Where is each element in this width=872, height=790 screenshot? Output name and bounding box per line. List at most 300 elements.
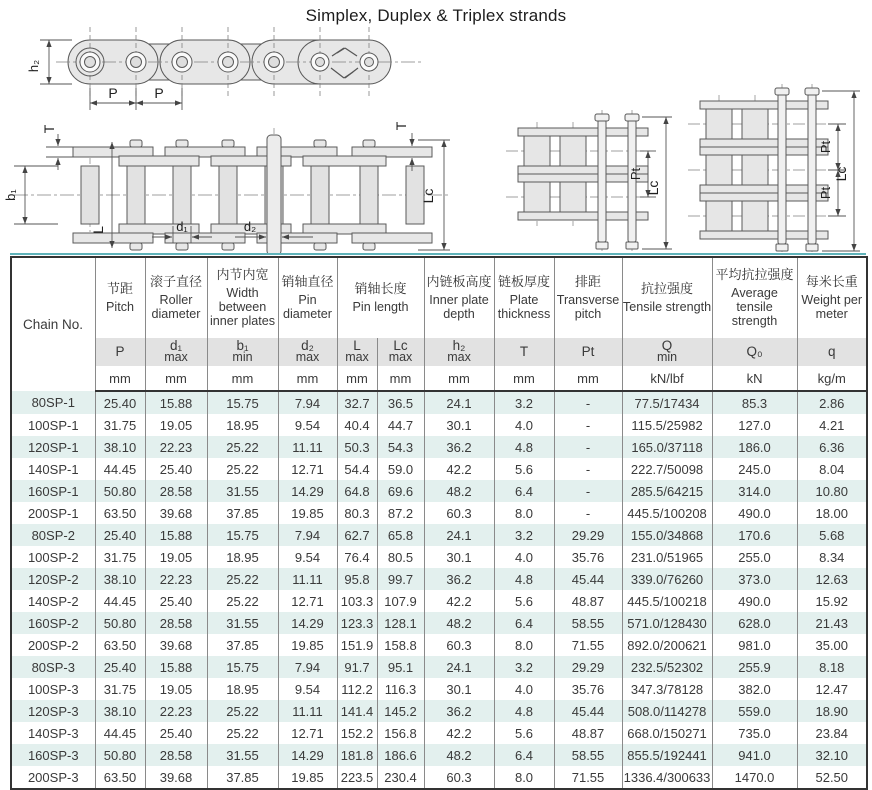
col-en: Inner plate depth (429, 292, 489, 321)
col-cn: 每米长重 (805, 274, 858, 290)
value-cell: 11.11 (278, 568, 337, 590)
value-cell: 339.0/76260 (622, 568, 712, 590)
value-cell: - (554, 502, 622, 524)
value-cell: 15.75 (207, 524, 278, 546)
value-cell: 35.76 (554, 678, 622, 700)
value-cell: 15.88 (145, 391, 207, 414)
value-cell: - (554, 414, 622, 436)
table-row (11, 546, 867, 568)
value-cell: 30.1 (424, 678, 494, 700)
dim-label-t-right: T (393, 121, 409, 131)
value-cell: 373.0 (712, 568, 797, 590)
value-cell: 107.9 (377, 590, 424, 612)
value-cell: 37.85 (207, 634, 278, 656)
value-cell: 62.7 (337, 524, 377, 546)
value-cell: 19.85 (278, 766, 337, 789)
value-cell: 255.0 (712, 546, 797, 568)
value-cell: 25.40 (95, 656, 145, 678)
value-cell: 25.22 (207, 436, 278, 458)
col-cn: 内链板高度 (426, 274, 492, 290)
value-cell: 24.1 (424, 524, 494, 546)
value-cell: 40.4 (337, 414, 377, 436)
col-en: Tensile strength (622, 299, 712, 314)
value-cell: 445.5/100218 (622, 590, 712, 612)
col-header-inner-width (207, 257, 278, 338)
value-cell: 59.0 (377, 458, 424, 480)
unit-cell: mm (554, 366, 622, 391)
col-cn: 平均抗拉强度 (715, 267, 794, 283)
value-cell: 4.0 (494, 678, 554, 700)
value-cell: 7.94 (278, 391, 337, 414)
value-cell: 25.40 (95, 524, 145, 546)
value-cell: 5.6 (494, 722, 554, 744)
value-cell: 45.44 (554, 700, 622, 722)
value-cell: 156.8 (377, 722, 424, 744)
unit-cell: kg/m (797, 366, 867, 391)
value-cell: 60.3 (424, 502, 494, 524)
value-cell: 48.2 (424, 612, 494, 634)
chain-no-cell: 120SP-3 (11, 700, 95, 722)
value-cell: 5.6 (494, 458, 554, 480)
value-cell: 28.58 (145, 744, 207, 766)
symbol-cell: Q min (622, 338, 712, 366)
table-row (11, 524, 867, 546)
value-cell: 22.23 (145, 568, 207, 590)
value-cell: 44.7 (377, 414, 424, 436)
value-cell: 35.76 (554, 546, 622, 568)
value-cell: 25.22 (207, 458, 278, 480)
value-cell: 116.3 (377, 678, 424, 700)
value-cell: 45.44 (554, 568, 622, 590)
col-cn: 节距 (106, 281, 133, 297)
value-cell: 31.55 (207, 480, 278, 502)
value-cell: 42.2 (424, 590, 494, 612)
value-cell: 87.2 (377, 502, 424, 524)
col-cn: 滚子直径 (149, 274, 202, 290)
chain-no-cell: 80SP-3 (11, 656, 95, 678)
value-cell: 4.8 (494, 436, 554, 458)
unit-cell: mm (424, 366, 494, 391)
value-cell: 19.85 (278, 502, 337, 524)
value-cell: 222.7/50098 (622, 458, 712, 480)
symbol-cell: d₁ max (145, 338, 207, 366)
value-cell: 69.6 (377, 480, 424, 502)
value-cell: 44.45 (95, 722, 145, 744)
value-cell: 6.4 (494, 612, 554, 634)
dim-label-d2: d₂ (243, 219, 257, 234)
value-cell: 15.88 (145, 656, 207, 678)
value-cell: 50.80 (95, 744, 145, 766)
value-cell: 3.2 (494, 656, 554, 678)
value-cell: 25.22 (207, 722, 278, 744)
value-cell: 6.4 (494, 480, 554, 502)
value-cell: 60.3 (424, 634, 494, 656)
value-cell: 14.29 (278, 612, 337, 634)
value-cell: 5.6 (494, 590, 554, 612)
table-row (11, 480, 867, 502)
value-cell: 14.29 (278, 744, 337, 766)
value-cell: 123.3 (337, 612, 377, 634)
value-cell: 8.18 (797, 656, 867, 678)
value-cell: 186.6 (377, 744, 424, 766)
value-cell: 4.0 (494, 414, 554, 436)
value-cell: 29.29 (554, 524, 622, 546)
value-cell: 18.95 (207, 678, 278, 700)
value-cell: 255.9 (712, 656, 797, 678)
value-cell: 35.00 (797, 634, 867, 656)
value-cell: 8.0 (494, 634, 554, 656)
chain-top-view-drawing (26, 27, 424, 110)
unit-row (11, 366, 867, 391)
value-cell: 559.0 (712, 700, 797, 722)
value-cell: 151.9 (337, 634, 377, 656)
dim-label-p-2: P (154, 85, 164, 101)
value-cell: - (554, 458, 622, 480)
duplex-end-view-drawing (506, 110, 672, 252)
col-header-weight-per-meter (797, 257, 867, 338)
unit-cell: kN/lbf (622, 366, 712, 391)
chain-no-cell: 120SP-2 (11, 568, 95, 590)
value-cell: 80.3 (337, 502, 377, 524)
value-cell: 24.1 (424, 391, 494, 414)
value-cell: 25.22 (207, 700, 278, 722)
value-cell: 58.55 (554, 744, 622, 766)
value-cell: 4.8 (494, 700, 554, 722)
value-cell: 508.0/114278 (622, 700, 712, 722)
value-cell: 22.23 (145, 436, 207, 458)
symbol-cell: L max (337, 338, 377, 366)
value-cell: 31.75 (95, 414, 145, 436)
value-cell: 71.55 (554, 634, 622, 656)
value-cell: 165.0/37118 (622, 436, 712, 458)
symbol-cell: Pt (554, 338, 622, 366)
value-cell: 15.92 (797, 590, 867, 612)
value-cell: 32.7 (337, 391, 377, 414)
value-cell: 31.55 (207, 744, 278, 766)
value-cell: 855.5/192441 (622, 744, 712, 766)
value-cell: 3.2 (494, 524, 554, 546)
dim-label-pt-triplex-1: Pt (818, 140, 833, 154)
value-cell: 24.1 (424, 656, 494, 678)
page-title: Simplex, Duplex & Triplex strands (305, 6, 567, 25)
value-cell: 54.4 (337, 458, 377, 480)
value-cell: 7.94 (278, 524, 337, 546)
symbol-cell: h₂ max (424, 338, 494, 366)
dim-label-lc-side: Lc (420, 188, 436, 204)
col-header-roller-diameter (145, 257, 207, 338)
col-cn: 链板厚度 (498, 274, 551, 290)
value-cell: 80.5 (377, 546, 424, 568)
col-header-pitch (95, 257, 145, 338)
value-cell: 223.5 (337, 766, 377, 789)
value-cell: 58.55 (554, 612, 622, 634)
value-cell: 981.0 (712, 634, 797, 656)
chain-no-cell: 80SP-1 (11, 391, 95, 414)
value-cell: 18.00 (797, 502, 867, 524)
value-cell: 668.0/150271 (622, 722, 712, 744)
value-cell: 145.2 (377, 700, 424, 722)
value-cell: 5.68 (797, 524, 867, 546)
unit-cell: mm (95, 366, 145, 391)
value-cell: 9.54 (278, 414, 337, 436)
chain-no-cell: 140SP-2 (11, 590, 95, 612)
value-cell: 31.55 (207, 612, 278, 634)
value-cell: 21.43 (797, 612, 867, 634)
value-cell: 8.0 (494, 502, 554, 524)
col-en: Width between inner plates (209, 285, 276, 328)
chain-no-cell: 160SP-2 (11, 612, 95, 634)
value-cell: 38.10 (95, 700, 145, 722)
value-cell: 4.0 (494, 546, 554, 568)
value-cell: 6.4 (494, 744, 554, 766)
table-row (11, 656, 867, 678)
value-cell: 25.40 (145, 722, 207, 744)
col-cn: 排距 (575, 274, 602, 290)
chain-no-cell: 100SP-1 (11, 414, 95, 436)
value-cell: 19.85 (278, 634, 337, 656)
value-cell: 25.22 (207, 590, 278, 612)
table-row (11, 458, 867, 480)
value-cell: 314.0 (712, 480, 797, 502)
value-cell: 18.95 (207, 414, 278, 436)
value-cell: 39.68 (145, 502, 207, 524)
value-cell: 25.40 (95, 391, 145, 414)
value-cell: 11.11 (278, 700, 337, 722)
value-cell: 6.36 (797, 436, 867, 458)
dim-label-p-1: P (108, 85, 118, 101)
dim-label-lc-triplex: Lc (833, 166, 849, 182)
value-cell: 42.2 (424, 722, 494, 744)
value-cell: 285.5/64215 (622, 480, 712, 502)
value-cell: 115.5/25982 (622, 414, 712, 436)
value-cell: 245.0 (712, 458, 797, 480)
value-cell: 76.4 (337, 546, 377, 568)
chain-no-cell: 120SP-1 (11, 436, 95, 458)
table-row (11, 590, 867, 612)
value-cell: 37.85 (207, 766, 278, 789)
value-cell: 15.75 (207, 391, 278, 414)
table-row (11, 502, 867, 524)
value-cell: 85.3 (712, 391, 797, 414)
value-cell: 54.3 (377, 436, 424, 458)
value-cell: 36.5 (377, 391, 424, 414)
value-cell: 141.4 (337, 700, 377, 722)
value-cell: 31.75 (95, 546, 145, 568)
table-row (11, 678, 867, 700)
dim-label-d1: d₁ (176, 219, 188, 234)
value-cell: 25.22 (207, 568, 278, 590)
value-cell: 9.54 (278, 546, 337, 568)
unit-cell: mm (145, 366, 207, 391)
value-cell: 77.5/17434 (622, 391, 712, 414)
table-header (11, 257, 867, 391)
symbol-cell: T (494, 338, 554, 366)
value-cell: 95.8 (337, 568, 377, 590)
col-en: Transverse pitch (556, 292, 620, 321)
col-en: Plate thickness (497, 292, 551, 321)
table-row (11, 700, 867, 722)
value-cell: 158.8 (377, 634, 424, 656)
value-cell: 48.87 (554, 722, 622, 744)
symbol-cell: Lc max (377, 338, 424, 366)
value-cell: 39.68 (145, 634, 207, 656)
value-cell: 91.7 (337, 656, 377, 678)
value-cell: 14.29 (278, 480, 337, 502)
triplex-end-view-drawing (688, 84, 860, 254)
dim-label-b1: b₁ (3, 189, 18, 201)
value-cell: 60.3 (424, 766, 494, 789)
chain-no-cell: 200SP-1 (11, 502, 95, 524)
col-header-tensile-strength (622, 257, 712, 338)
chain-no-cell: 160SP-1 (11, 480, 95, 502)
value-cell: 36.2 (424, 568, 494, 590)
value-cell: 30.1 (424, 546, 494, 568)
symbol-cell: P (95, 338, 145, 366)
unit-cell: mm (337, 366, 377, 391)
chain-no-header: Chain No. (11, 257, 95, 391)
value-cell: 18.90 (797, 700, 867, 722)
value-cell: 11.11 (278, 436, 337, 458)
value-cell: 25.40 (145, 458, 207, 480)
value-cell: 186.0 (712, 436, 797, 458)
col-cn: 销轴长度 (354, 281, 407, 297)
value-cell: 490.0 (712, 502, 797, 524)
chain-no-cell: 140SP-3 (11, 722, 95, 744)
col-en: Pin length (352, 299, 409, 314)
symbol-cell: Q₀ (712, 338, 797, 366)
value-cell: 628.0 (712, 612, 797, 634)
value-cell: 3.2 (494, 391, 554, 414)
value-cell: 128.1 (377, 612, 424, 634)
value-cell: 7.94 (278, 656, 337, 678)
col-cn: 内节内宽 (216, 267, 269, 283)
value-cell: 71.55 (554, 766, 622, 789)
chain-no-cell: 200SP-3 (11, 766, 95, 789)
value-cell: 31.75 (95, 678, 145, 700)
dim-label-pt-triplex-2: Pt (818, 186, 833, 200)
symbol-row (11, 338, 867, 366)
value-cell: 15.75 (207, 656, 278, 678)
value-cell: 12.63 (797, 568, 867, 590)
value-cell: 490.0 (712, 590, 797, 612)
value-cell: 347.3/78128 (622, 678, 712, 700)
value-cell: 64.8 (337, 480, 377, 502)
value-cell: 23.84 (797, 722, 867, 744)
value-cell: 32.10 (797, 744, 867, 766)
table-row (11, 722, 867, 744)
value-cell: 10.80 (797, 480, 867, 502)
value-cell: 95.1 (377, 656, 424, 678)
value-cell: 12.71 (278, 590, 337, 612)
unit-cell: mm (494, 366, 554, 391)
dim-label-h2: h₂ (26, 59, 41, 73)
col-header-average-tensile-strength (712, 257, 797, 338)
value-cell: 8.34 (797, 546, 867, 568)
col-en: Pitch (106, 299, 134, 314)
value-cell: 50.80 (95, 612, 145, 634)
value-cell: 38.10 (95, 436, 145, 458)
col-cn: 抗拉强度 (641, 281, 694, 297)
value-cell: 181.8 (337, 744, 377, 766)
chain-drawings (0, 0, 872, 255)
value-cell: 445.5/100208 (622, 502, 712, 524)
value-cell: 50.80 (95, 480, 145, 502)
value-cell: 103.3 (337, 590, 377, 612)
chain-no-cell: 100SP-2 (11, 546, 95, 568)
spec-table (10, 256, 868, 790)
dim-label-t-left: T (41, 124, 57, 134)
col-header-transverse-pitch (554, 257, 622, 338)
value-cell: 892.0/200621 (622, 634, 712, 656)
value-cell: 48.2 (424, 480, 494, 502)
unit-cell: mm (278, 366, 337, 391)
value-cell: 230.4 (377, 766, 424, 789)
table-body (11, 391, 867, 789)
value-cell: 18.95 (207, 546, 278, 568)
value-cell: 48.2 (424, 744, 494, 766)
chain-no-cell: 160SP-3 (11, 744, 95, 766)
spec-table-wrap (10, 253, 866, 790)
value-cell: 12.71 (278, 458, 337, 480)
col-header-pin-diameter (278, 257, 337, 338)
col-header-plate-thickness (494, 257, 554, 338)
value-cell: 9.54 (278, 678, 337, 700)
value-cell: - (554, 436, 622, 458)
table-row (11, 612, 867, 634)
value-cell: 231.0/51965 (622, 546, 712, 568)
dim-label-pt-duplex: Pt (628, 167, 643, 181)
value-cell: 1336.4/300633 (622, 766, 712, 789)
unit-cell: kN (712, 366, 797, 391)
value-cell: 15.88 (145, 524, 207, 546)
value-cell: 22.23 (145, 700, 207, 722)
value-cell: - (554, 480, 622, 502)
value-cell: 42.2 (424, 458, 494, 480)
unit-cell: mm (377, 366, 424, 391)
value-cell: 39.68 (145, 766, 207, 789)
value-cell: 12.47 (797, 678, 867, 700)
table-row (11, 568, 867, 590)
value-cell: 52.50 (797, 766, 867, 789)
value-cell: 4.8 (494, 568, 554, 590)
value-cell: 2.86 (797, 391, 867, 414)
col-header-pin-length (337, 257, 424, 338)
value-cell: 152.2 (337, 722, 377, 744)
value-cell: 36.2 (424, 436, 494, 458)
value-cell: 50.3 (337, 436, 377, 458)
value-cell: 12.71 (278, 722, 337, 744)
value-cell: 112.2 (337, 678, 377, 700)
value-cell: 232.5/52302 (622, 656, 712, 678)
value-cell: 65.8 (377, 524, 424, 546)
value-cell: 30.1 (424, 414, 494, 436)
table-row (11, 766, 867, 789)
value-cell: 127.0 (712, 414, 797, 436)
value-cell: 63.50 (95, 502, 145, 524)
chain-no-cell: 80SP-2 (11, 524, 95, 546)
symbol-cell: b₁ min (207, 338, 278, 366)
value-cell: 28.58 (145, 612, 207, 634)
unit-cell: mm (207, 366, 278, 391)
value-cell: 44.45 (95, 590, 145, 612)
value-cell: 735.0 (712, 722, 797, 744)
chain-side-view-drawing (3, 121, 450, 255)
value-cell: 382.0 (712, 678, 797, 700)
table-row (11, 634, 867, 656)
dim-label-l: L (90, 226, 106, 234)
chain-no-cell: 200SP-2 (11, 634, 95, 656)
value-cell: 63.50 (95, 634, 145, 656)
